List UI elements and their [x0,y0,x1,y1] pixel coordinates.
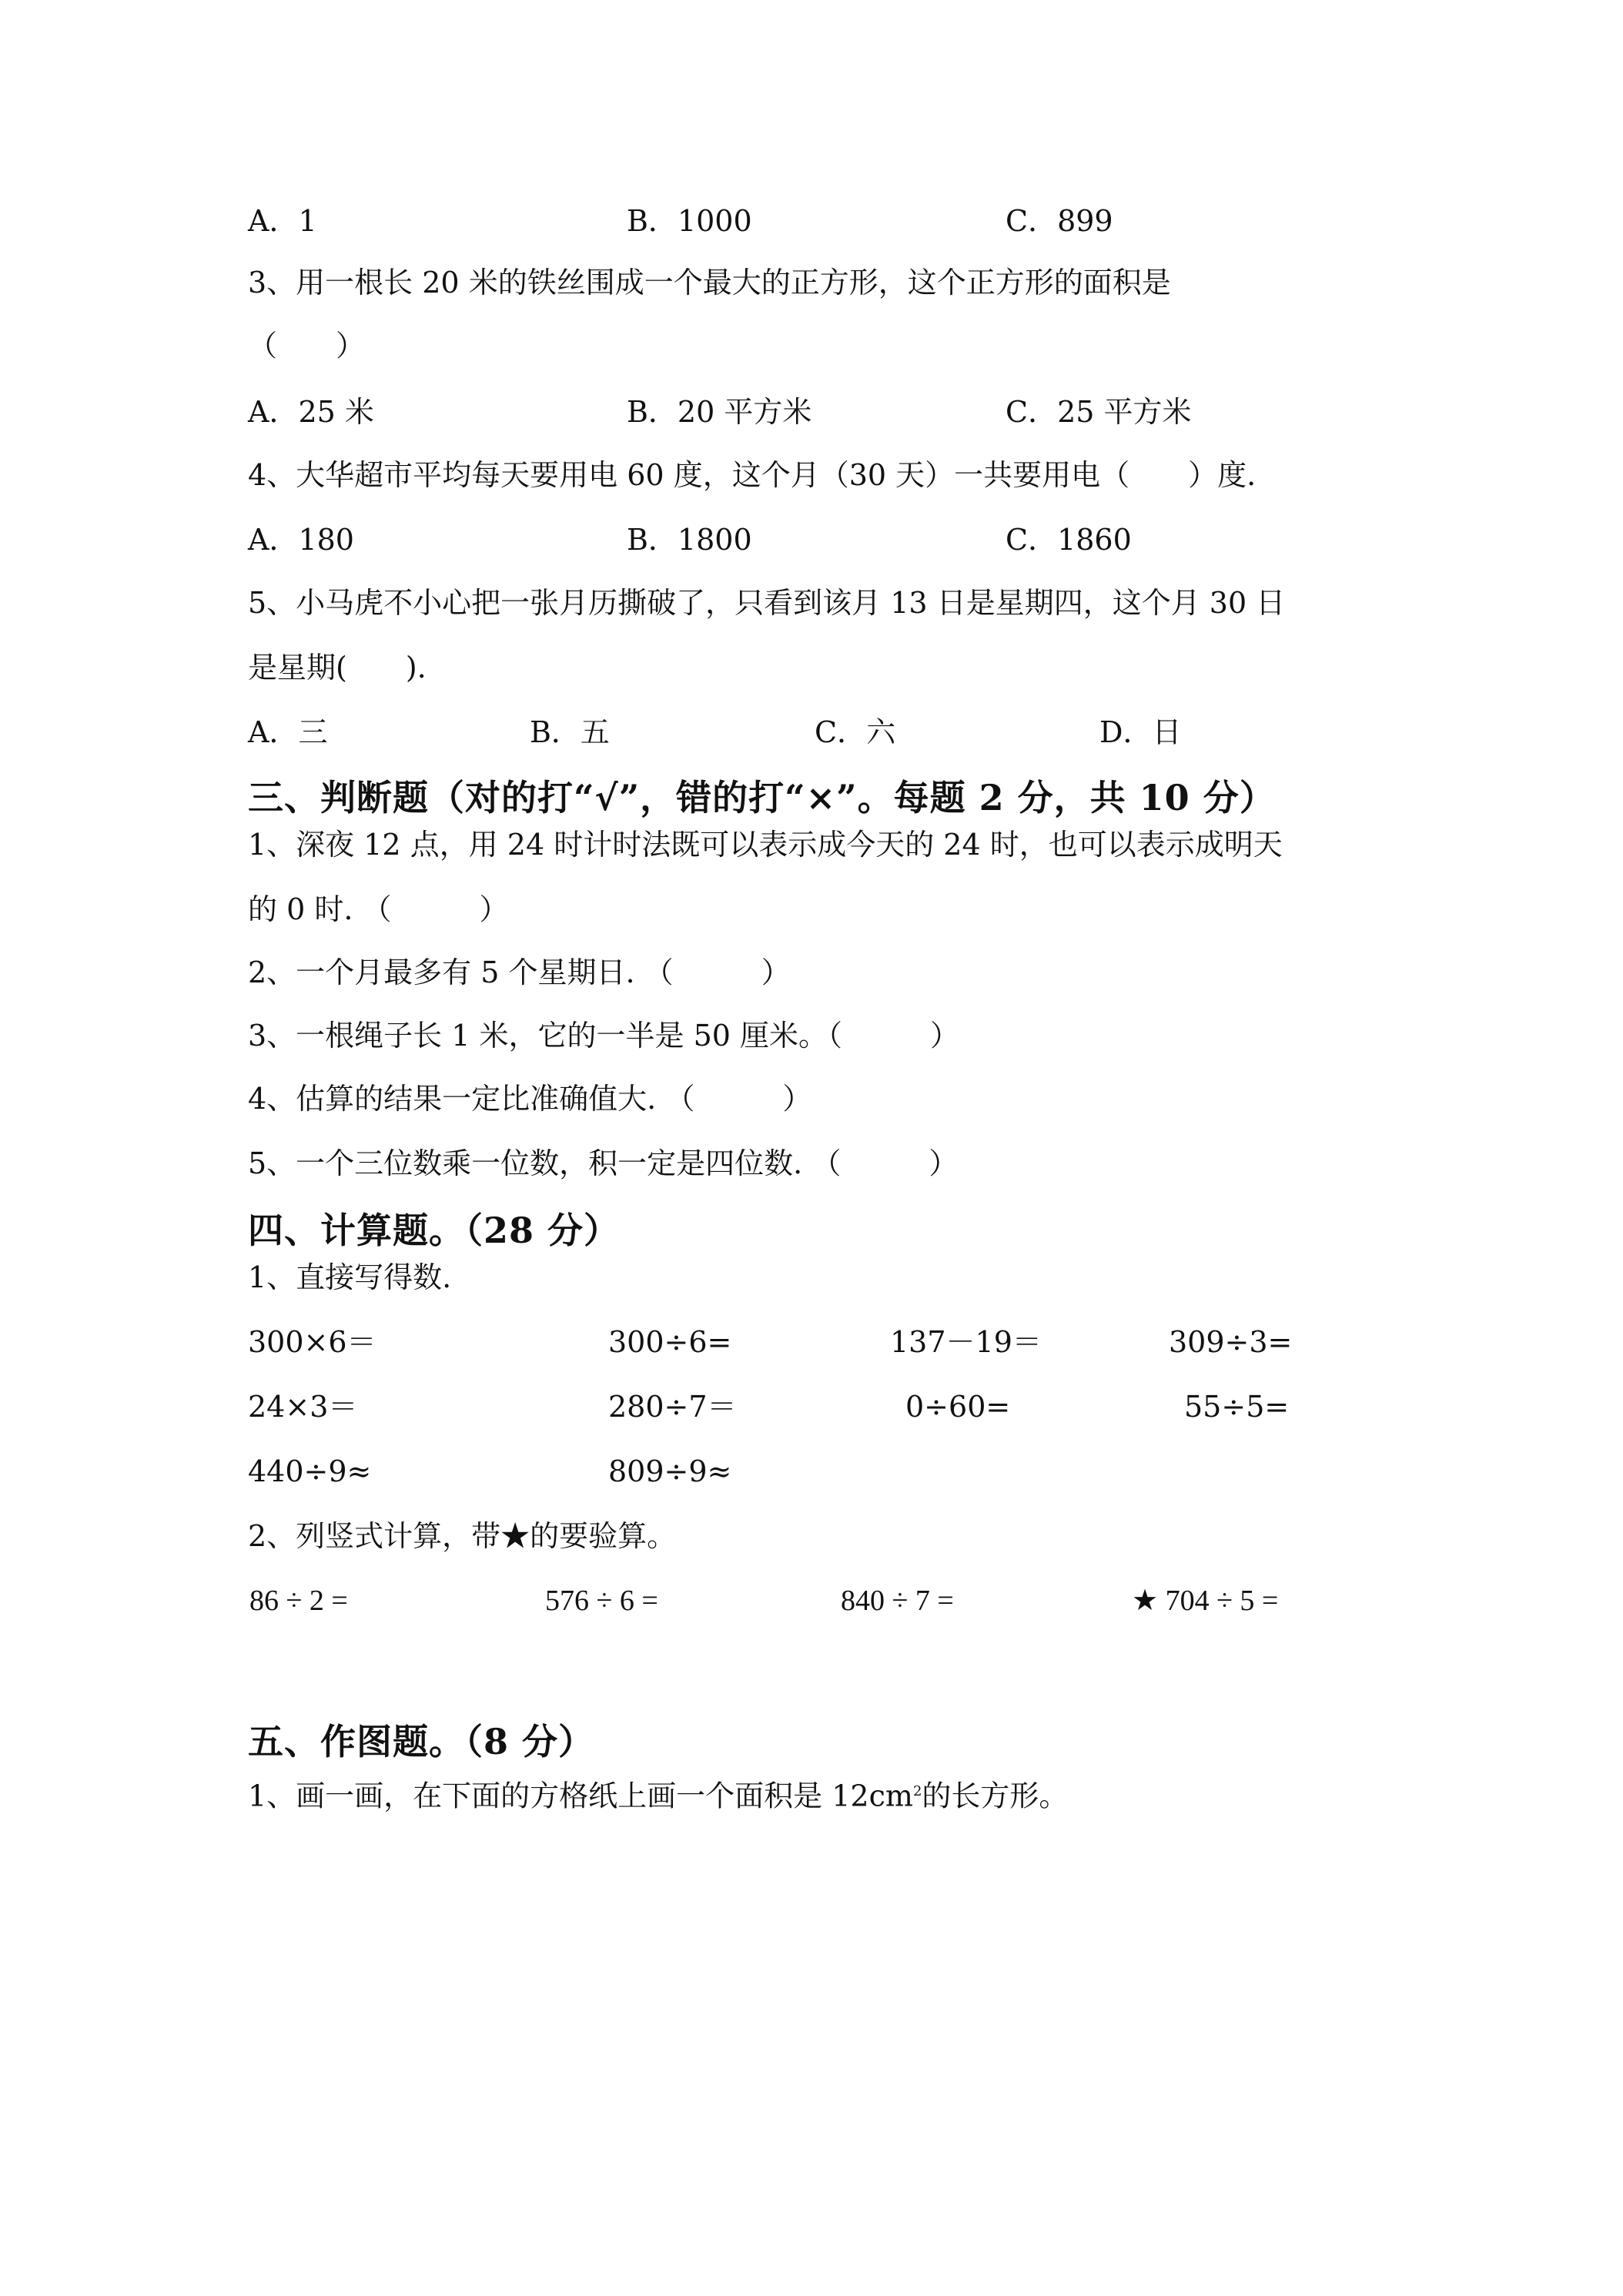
s3-q1-line1: 1、深夜 12 点，用 24 时计时法既可以表示成今天的 24 时，也可以表示成明天 [248,828,1283,862]
calc-item: 300×6＝ [248,1325,376,1359]
vertical-calc-item-starred: ★ 704 ÷ 5 = [1132,1585,1279,1617]
s5-q1-text-after: 的长方形。 [922,1779,1069,1813]
vertical-calc-item: 576 ÷ 6 = [545,1585,658,1617]
calc-item: 137－19＝ [890,1325,1042,1359]
superscript-2: 2 [912,1783,922,1799]
q5-question-line2: 是星期( ). [248,651,427,684]
calc-item: 55÷5= [1184,1390,1290,1424]
s5-q1 [248,1772,1068,1816]
q3-option-c: C．25 平方米 [1006,395,1192,429]
vertical-calc-item: 840 ÷ 7 = [841,1585,954,1617]
q2-option-b: B．1000 [627,204,752,238]
calc-item: 24×3＝ [248,1390,358,1424]
calc-item: 0÷60= [905,1390,1011,1424]
q5-option-c: C．六 [815,715,896,749]
calc-item: 280÷7＝ [608,1390,737,1424]
q3-option-b: B．20 平方米 [627,395,812,429]
q3-option-a: A．25 米 [248,395,374,429]
section3-heading: 三、判断题（对的打“√”，错的打“×”。每题 2 分，共 10 分） [248,777,1276,818]
q5-option-d: D．日 [1099,715,1182,749]
q5-question-line1: 5、小马虎不小心把一张月历撕破了，只看到该月 13 日是星期四，这个月 30 日 [248,586,1286,620]
s3-q3: 3、一根绳子长 1 米，它的一半是 50 厘米。（ ） [248,1019,960,1053]
s3-q1-line2: 的 0 时. （ ） [248,892,509,926]
q2-option-a: A．1 [248,204,317,238]
q4-option-b: B．1800 [627,523,752,557]
q3-question-line1: 3、用一根长 20 米的铁丝围成一个最大的正方形，这个正方形的面积是 [248,266,1171,300]
q4-question: 4、大华超市平均每天要用电 60 度，这个月（30 天）一共要用电（ ）度. [248,458,1257,492]
section5-heading: 五、作图题。（8 分） [248,1721,595,1762]
s4-sub1: 1、直接写得数. [248,1260,452,1294]
section4-heading: 四、计算题。（28 分） [248,1210,621,1251]
vertical-calc-item: 86 ÷ 2 = [249,1585,348,1617]
q3-question-line2: （ ） [248,329,366,363]
calc-item: 440÷9≈ [248,1454,372,1488]
s4-sub2: 2、列竖式计算，带★的要验算。 [248,1519,677,1553]
s3-q5: 5、一个三位数乘一位数，积一定是四位数. （ ） [248,1146,959,1180]
s3-q4: 4、估算的结果一定比准确值大. （ ） [248,1082,812,1116]
q5-option-a: A．三 [248,715,328,749]
calc-item: 309÷3= [1169,1325,1293,1359]
s3-q2: 2、一个月最多有 5 个星期日. （ ） [248,956,791,989]
q4-option-c: C．1860 [1006,523,1132,557]
q4-option-a: A．180 [248,523,354,557]
calc-item: 809÷9≈ [608,1454,732,1488]
q5-option-b: B．五 [530,715,610,749]
calc-item: 300÷6= [608,1325,732,1359]
s5-q1-text-before: 1、画一画，在下面的方格纸上画一个面积是 12cm [248,1779,913,1813]
q2-option-c: C．899 [1006,204,1113,238]
